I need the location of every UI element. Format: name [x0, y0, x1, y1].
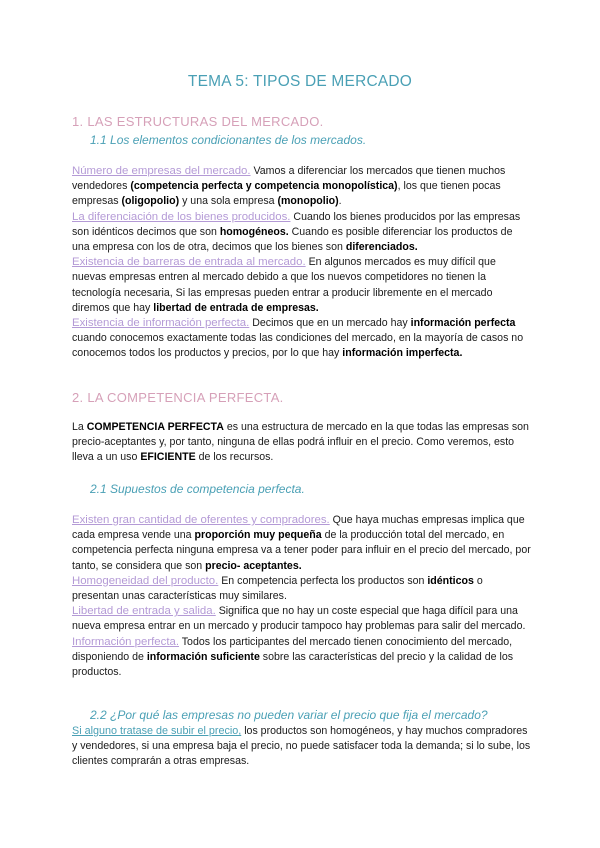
item-term: Información perfecta.	[72, 635, 179, 648]
item-term: La diferenciación de los bienes producidos.	[72, 210, 291, 223]
section-2-heading: 2. LA COMPETENCIA PERFECTA.	[72, 390, 284, 405]
item-term: Homogeneidad del producto.	[72, 574, 219, 587]
item-term: Libertad de entrada y salida.	[72, 605, 216, 618]
page-title: TEMA 5: TIPOS DE MERCADO	[187, 73, 413, 90]
item-barreras: Existencia de barreras de entrada al mercado. En algunos mercados es muy difícil que nuevas empresas entren al mercado debido a que los nuevos competidores no tienen la tecnología necesaria, Si las empresas pueden entrar a producir libremente en el mercado diremos que hay libertad de entrada de empresas.	[72, 256, 496, 314]
item-term: Existencia de información perfecta.	[72, 317, 250, 330]
section-2-2-heading: 2.2 ¿Por qué las empresas no pueden variar el precio que fija el mercado?	[90, 708, 488, 722]
item-diferenciacion: La diferenciación de los bienes producidos. Cuando los bienes producidos por las empresas son idénticos decimos que son homogéneos. Cuando es posible diferenciar los productos de una empresa con los de otra, decimos que los bienes son diferenciados.	[72, 210, 521, 254]
item-informacion-perfecta: Información perfecta. Todos los participantes del mercado tienen conocimiento del mercado, disponiendo de información suficiente sobre las características del precio y la calidad de los productos.	[72, 635, 514, 679]
section-2-intro: La COMPETENCIA PERFECTA es una estructura de mercado en la que todas las empresas son precio-aceptantes y, por tanto, ninguna de ellas podrá influir en el precio. Como veremos, esto lleva a un uso EFICIENTE de los recursos.	[72, 421, 529, 464]
section-2-1-heading: 2.1 Supuestos de competencia perfecta.	[90, 482, 305, 496]
section-2-2-body: Si alguno tratase de subir el precio, los productos son homogéneos, y hay muchos compradores y vendedores, si una empresa baja el precio, no puede satisfacer toda la demanda; si lo sube, los clientes comprarán a otras empresas.	[72, 725, 531, 768]
item-homogeneidad: Homogeneidad del producto. En competencia perfecta los productos son idénticos o presentan unas características muy similares.	[72, 574, 483, 603]
section-1-1-heading: 1.1 Los elementos condicionantes de los mercados.	[90, 133, 367, 147]
section-1-items	[72, 164, 532, 362]
item-oferentes: Existen gran cantidad de oferentes y compradores. Que haya muchas empresas implica que cada empresa vende una proporción muy pequeña de la producción total del mercado, en competencia perfecta ninguna empresa va a tener poder para influir en el precio del mercado, por tanto, se considera que son precio- aceptantes.	[72, 514, 531, 572]
section-1-heading: 1. LAS ESTRUCTURAS DEL MERCADO.	[72, 114, 324, 129]
item-libertad: Libertad de entrada y salida. Significa que no hay un coste especial que haga difícil para una nueva empresa entrar en un mercado y producir tampoco hay problemas para salir del mercado.	[72, 605, 526, 633]
item-term: Si alguno tratase de subir el precio,	[72, 725, 242, 737]
section-2-items	[72, 513, 532, 680]
item-term: Existen gran cantidad de oferentes y compradores.	[72, 514, 330, 526]
item-term: Número de empresas del mercado.	[72, 165, 251, 177]
item-numero-empresas: Número de empresas del mercado. Vamos a diferenciar los mercados que tienen muchos vendedores (competencia perfecta y competencia monopolística), los que tienen pocas empresas (oligopolio) y una sola empresa (monopolio).	[72, 165, 506, 208]
item-term: Existencia de barreras de entrada al mercado.	[72, 256, 306, 269]
item-informacion: Existencia de información perfecta. Decimos que en un mercado hay información perfecta cuando conocemos exactamente todas las condiciones del mercado, en la mayoría de casos no conocemos todos los productos y precios, por lo que hay información imperfecta.	[72, 317, 524, 360]
